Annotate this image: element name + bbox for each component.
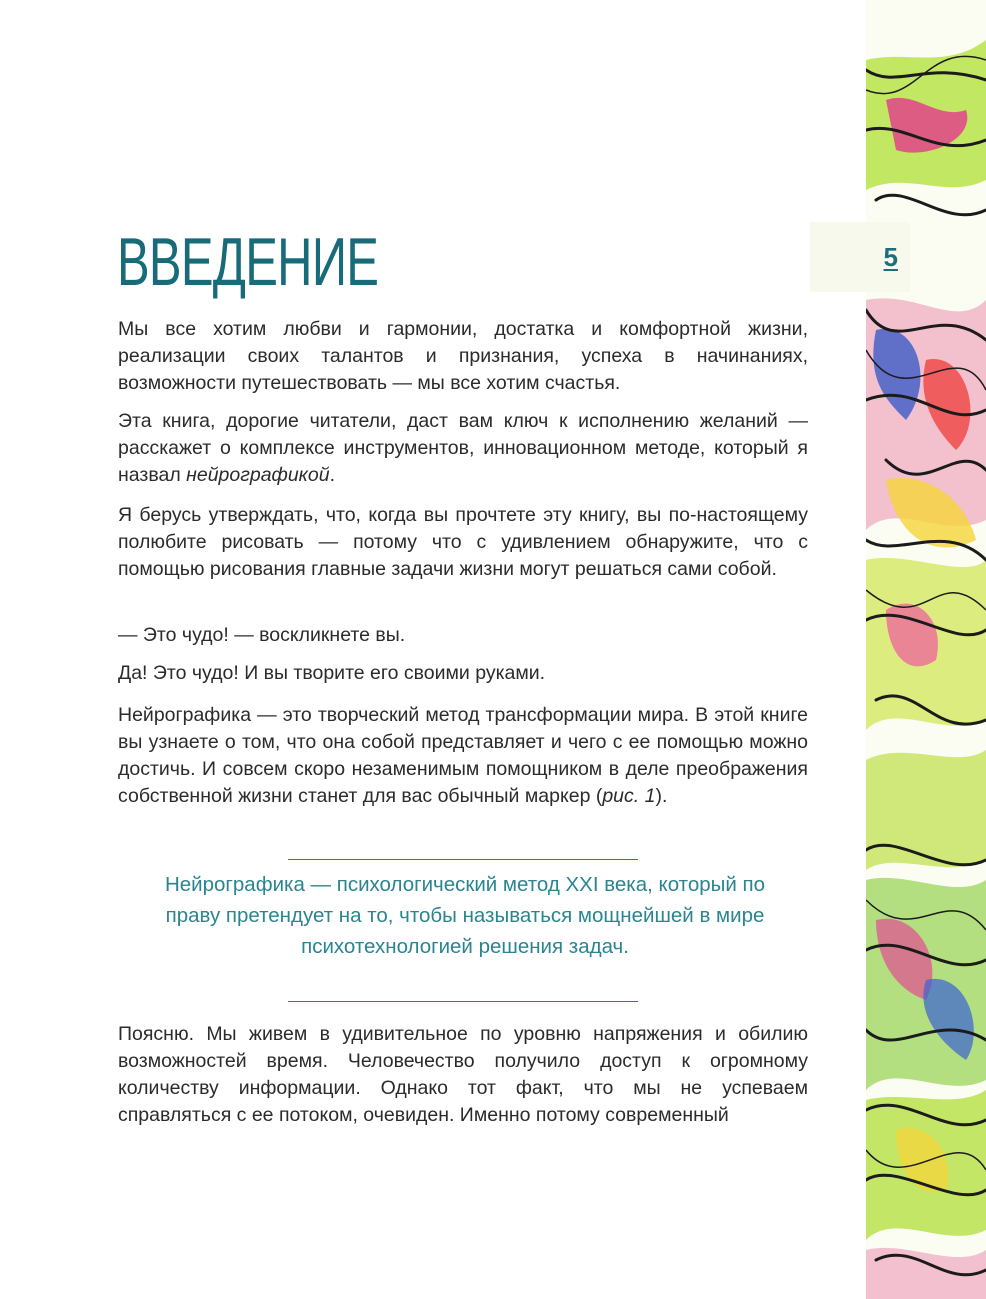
- paragraph-6-text: Нейрографика — это творческий метод трансформации мира. В этой книге вы узнаете о том, что она собой представляет и чего с ее помощью можно достичь. И совсем скоро незаменимым помощником в деле преображения собственной жизни станет для вас обычный маркер (: [118, 704, 808, 807]
- paragraph-2-emphasis: нейрографикой: [186, 464, 330, 486]
- callout-bottom-rule: [288, 1001, 638, 1002]
- paragraph-2-text: Эта книга, дорогие читатели, даст вам ключ к исполнению желаний — расскажет о комплексе инструментов, инновационном методе, который я назвал: [118, 410, 808, 486]
- paragraph-4: — Это чудо! — воскликнете вы.: [118, 624, 406, 646]
- abstract-marker-drawing-icon: [866, 0, 986, 1299]
- paragraph-7: Поясню. Мы живем в удивительное по уровню напряжения и обилию возможностей время. Человечество получило доступ к огромному количеству информации. Однако тот факт, что мы не успеваем справляться с ее потоком, очевиден. Именно потому современный: [118, 1023, 808, 1126]
- paragraph-2: [118, 408, 808, 489]
- paragraph-6: [118, 702, 808, 810]
- paragraph-6-end: ).: [655, 785, 668, 807]
- paragraph-3: Я берусь утверждать, что, когда вы прочтете эту книгу, вы по-настоящему полюбите рисовать — потому что с удивлением обнаружите, что с помощью рисования главные задачи жизни могут решаться сами собой.: [118, 504, 808, 580]
- page-number: 5: [883, 241, 898, 272]
- page-number-tab: [810, 222, 910, 292]
- paragraph-2-end: .: [329, 464, 335, 486]
- decorative-drawing-strip: [866, 0, 986, 1299]
- paragraph-5: Да! Это чудо! И вы творите его своими руками.: [118, 662, 546, 684]
- paragraph-1: Мы все хотим любви и гармонии, достатка и комфортной жизни, реализации своих талантов и признания, успеха в начинаниях, возможности путешествовать — мы все хотим счастья.: [118, 318, 808, 394]
- paragraph-6-emphasis: рис. 1: [602, 785, 656, 807]
- chapter-title: ВВЕДЕНИЕ: [117, 224, 379, 300]
- callout-top-rule: [288, 859, 638, 860]
- callout-quote: Нейрографика — психологический метод XXI века, который по праву претендует на то, чтобы называться мощнейшей в мире психотехнологией решения задач.: [164, 873, 766, 958]
